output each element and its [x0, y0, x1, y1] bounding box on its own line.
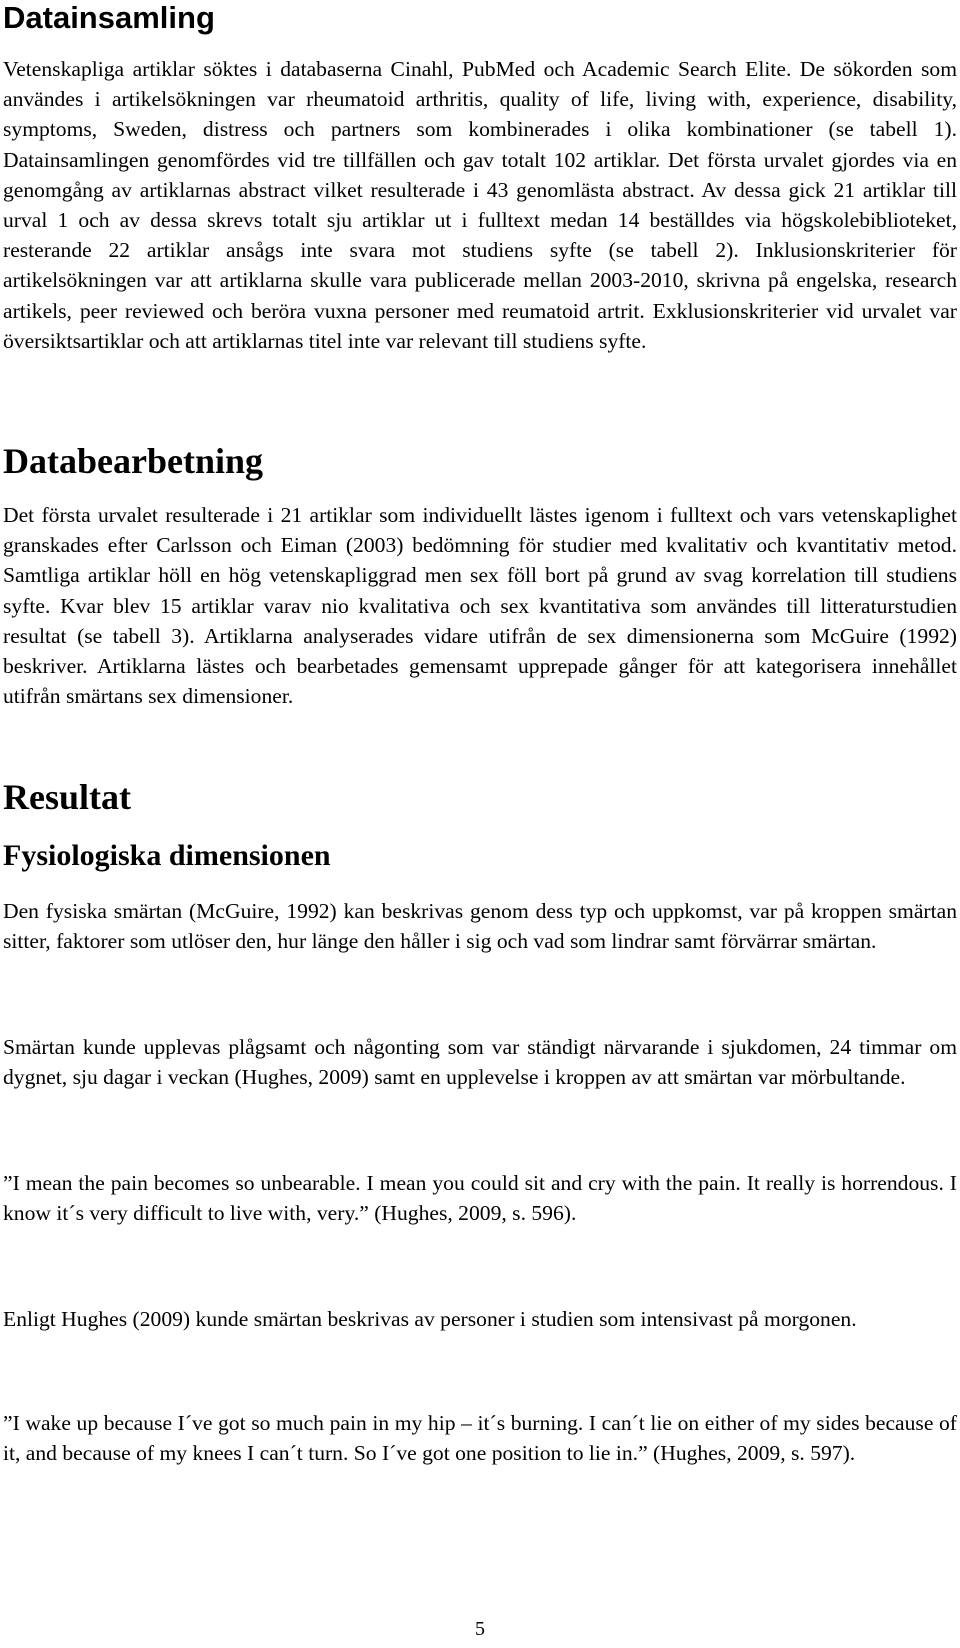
heading-resultat: Resultat [3, 777, 131, 817]
page-number: 5 [475, 1618, 485, 1640]
paragraph-databearbetning: Det första urvalet resulterade i 21 artiklar som individuellt lästes igenom i fulltext och vars vetenskaplighet granskades efter Carlsson och Eiman (2003) bedömning för studier med kvalitativ och kvantitativ metod. Samtliga artiklar höll en hög vetenskapliggrad men sex föll bort på grund av svag korrelation till studiens syfte. Kvar blev 15 artiklar varav nio kvalitativa och sex kvantitativa som användes till litteraturstudien resultat (se tabell 3). Artiklarna analyserades vidare utifrån de sex dimensionerna som McGuire (1992) beskriver. Artiklarna lästes och bearbetades gemensamt upprepade gånger för att kategorisera innehållet utifrån smärtans sex dimensioner. [3, 503, 957, 709]
paragraph-fysiologiska-2: Smärtan kunde upplevas plågsamt och någonting som var ständigt närvarande i sjukdomen, 24 timmar om dygnet, sju dagar i veckan (Hughes, 2009) samt en upplevelse i kroppen av att smärtan var mörbultande. [3, 1035, 957, 1090]
heading-databearbetning: Databearbetning [3, 441, 263, 481]
heading-fysiologiska: Fysiologiska dimensionen [3, 839, 331, 872]
quote-hughes-597: ”I wake up because I´ve got so much pain in my hip – it´s burning. I can´t lie on either of my sides because of it, and because of my knees I can´t turn. So I´ve got one position to lie in.” (Hughes, 2009, s. 597). [3, 1411, 957, 1466]
paragraph-fysiologiska-3: Enligt Hughes (2009) kunde smärtan beskrivas av personer i studien som intensivast på morgonen. [3, 1307, 857, 1331]
paragraph-fysiologiska-1: Den fysiska smärtan (McGuire, 1992) kan beskrivas genom dess typ och uppkomst, var på kroppen smärtan sitter, faktorer som utlöser den, hur länge den håller i sig och vad som lindrar samt förvärrar smärtan. [3, 899, 957, 954]
heading-datainsamling: Datainsamling [3, 0, 215, 35]
quote-hughes-596: ”I mean the pain becomes so unbearable. I mean you could sit and cry with the pain. It really is horrendous. I know it´s very difficult to live with, very.” (Hughes, 2009, s. 596). [3, 1171, 957, 1226]
paragraph-datainsamling: Vetenskapliga artiklar söktes i databaserna Cinahl, PubMed och Academic Search Elite. De sökorden som användes i artikelsökningen var rheumatoid arthritis, quality of life, living with, experience, disability, symptoms, Sweden, distress och partners som kombinerades i olika kombinationer (se tabell 1). Datainsamlingen genomfördes vid tre tillfällen och gav totalt 102 artiklar. Det första urvalet gjordes via en genomgång av artiklarnas abstract vilket resulterade i 43 genomlästa abstract. Av dessa gick 21 artiklar till urval 1 och av dessa skrevs totalt sju artiklar ut i fulltext medan 14 beställdes via högskolebiblioteket, resterande 22 artiklar ansågs inte svara mot studiens syfte (se tabell 2). Inklusionskriterier för artikelsökningen var att artiklarna skulle vara publicerade mellan 2003-2010, skrivna på engelska, research artikels, peer reviewed och beröra vuxna personer med reumatoid artrit. Exklusionskriterier vid urvalet var översiktsartiklar och att artiklarnas titel inte var relevant till studiens syfte. [3, 57, 957, 353]
